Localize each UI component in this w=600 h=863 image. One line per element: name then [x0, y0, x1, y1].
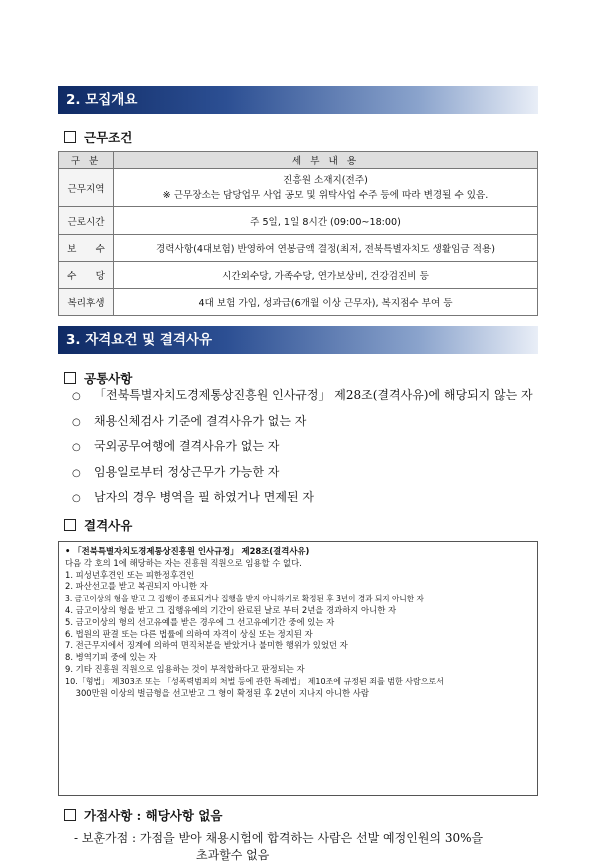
table-row — [59, 169, 538, 207]
list-item: ○ 국외공무여행에 결격사유가 없는 자 — [72, 438, 533, 464]
table-row — [59, 289, 538, 316]
work-conditions-heading: 근무조건 — [64, 128, 132, 146]
table-row — [59, 207, 538, 235]
list-item: 1. 피성년후견인 또는 피한정후견인 — [65, 569, 195, 580]
row-label-welfare: 복리후생 — [59, 289, 114, 316]
disqualification-intro: 다음 각 호의 1에 해당하는 자는 진흥원 직원으로 임용할 수 없다. — [65, 557, 302, 568]
list-item: 7. 전근무지에서 징계에 의하여 면직처분을 받았거나 불미한 행위가 있었던 자 — [65, 640, 348, 651]
table-row — [59, 235, 538, 262]
disqualification-box — [58, 541, 538, 796]
header-category: 구 분 — [59, 152, 114, 169]
list-item: ○ 남자의 경우 병역을 필 하였거나 면제된 자 — [72, 489, 533, 515]
row-value-location: 진흥원 소재지(전주) ※ 근무장소는 담당업무 사업 공모 및 위탁사업 수주 등에 따라 변경될 수 있음. — [114, 169, 538, 207]
list-item: 10.「형법」 제303조 또는 「성폭력범죄의 처벌 등에 관한 특례법」 제10조에 규정된 죄를 범한 사람으로서 — [65, 676, 444, 686]
checkbox-square-icon — [64, 372, 76, 384]
row-label-allowance: 수 당 — [59, 262, 114, 289]
list-item: 9. 기타 진흥원 직원으로 임용하는 것이 부적합하다고 판정되는 자 — [65, 663, 305, 674]
veterans-bonus-note-continued: 초과할수 없음 — [196, 848, 270, 862]
circle-bullet-icon: ○ — [72, 467, 81, 479]
list-item: ○ 임용일로부터 정상근무가 가능한 자 — [72, 464, 533, 490]
circle-bullet-icon: ○ — [72, 442, 81, 453]
bonus-points-heading: 가점사항 : 해당사항 없음 — [64, 806, 222, 824]
circle-bullet-icon: ○ — [72, 416, 81, 428]
row-label-location: 근무지역 — [59, 169, 114, 207]
list-item: 4. 금고이상의 형을 받고 그 집행유예의 기간이 완료된 날로 부터 2년을 경과하지 아니한 자 — [65, 604, 397, 615]
list-item: ○ 「전북특별자치도경제통상진흥원 인사규정」 제28조(결격사유)에 해당되지 않는 자 — [72, 387, 533, 413]
list-item: 3. 금고이상의 형을 받고 그 집행이 종료되거나 집행을 받지 아니하기로 확정된 후 3년이 경과 되지 아니한 자 — [65, 594, 424, 604]
row-value-welfare: 4대 보험 가입, 성과급(6개월 이상 근무자), 복지점수 부여 등 — [114, 289, 538, 316]
list-item: 8. 병역기피 중에 있는 자 — [65, 652, 157, 663]
section-2-title: 2. 모집개요 — [58, 86, 538, 114]
table-row — [59, 262, 538, 289]
table-header-row — [59, 152, 538, 169]
row-value-salary: 경력사항(4대보험) 반영하여 연봉금액 결정(최저, 전북특별자치도 생활임금 적용) — [114, 235, 538, 262]
row-label-hours: 근로시간 — [59, 207, 114, 235]
row-value-allowance: 시간외수당, 가족수당, 연가보상비, 건강검진비 등 — [114, 262, 538, 289]
disqualification-box-title: • 「전북특별자치도경제통상진흥원 인사규정」 제28조(결격사유) — [65, 546, 310, 556]
list-item: 2. 파산선고를 받고 복권되지 아니한 자 — [65, 581, 208, 592]
common-requirements-heading: 공통사항 — [64, 369, 132, 387]
header-details: 세 부 내 용 — [114, 152, 538, 169]
list-item: ○ 채용신체검사 기준에 결격사유가 없는 자 — [72, 413, 533, 439]
circle-bullet-icon: ○ — [72, 493, 81, 504]
list-item: 300만원 이상의 벌금형을 선고받고 그 형이 확정된 후 2년이 지나지 아니한 사람 — [65, 687, 369, 698]
veterans-bonus-note: - 보훈가점 : 가점을 받아 채용시험에 합격하는 사람은 선발 예정인원의 30%을 — [74, 831, 484, 845]
disqualification-heading: 결격사유 — [64, 516, 132, 534]
row-label-salary: 보 수 — [59, 235, 114, 262]
common-requirements-list — [72, 387, 533, 515]
checkbox-square-icon — [64, 519, 76, 531]
section-3-title: 3. 자격요건 및 결격사유 — [58, 326, 538, 354]
list-item: 5. 금고이상의 형의 선고유예를 받은 경우에 그 선고유예기간 중에 있는 자 — [65, 616, 335, 627]
checkbox-square-icon — [64, 131, 76, 143]
circle-bullet-icon: ○ — [72, 391, 81, 402]
checkbox-square-icon — [64, 809, 76, 821]
row-value-hours: 주 5일, 1일 8시간 (09:00~18:00) — [114, 207, 538, 235]
work-conditions-table — [58, 151, 538, 316]
list-item: 6. 법원의 판결 또는 다른 법률에 의하여 자격이 상실 또는 정지된 자 — [65, 628, 313, 639]
